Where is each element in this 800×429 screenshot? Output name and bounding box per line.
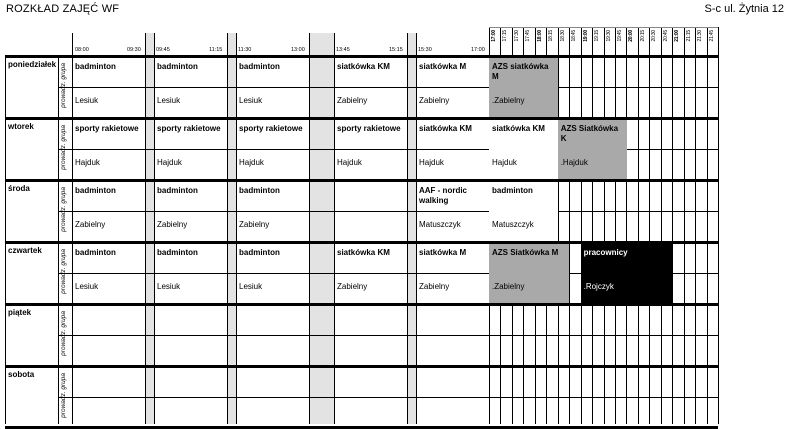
tick-line: [309, 33, 310, 55]
row-mid-line: [58, 335, 718, 336]
instructor-name: Zabielny: [157, 220, 188, 229]
instructor-name: Lesiuk: [75, 96, 99, 105]
instructor-name: Matuszczyk: [492, 220, 534, 229]
activity-name: AZS Siatkówka M: [492, 248, 559, 257]
activity-name: siatkówka KM: [492, 124, 545, 133]
row-label: prowadz. grupa: [60, 125, 67, 170]
tick-line: [407, 33, 408, 55]
tick-line: [236, 33, 237, 55]
address-label: S-c ul. Żytnia 12: [704, 3, 784, 15]
instructor-name: Zabielny: [419, 96, 450, 105]
time-label: 17:00: [471, 47, 485, 53]
row-label: prowadz. grupa: [60, 187, 67, 232]
instructor-name: .Zabielny: [492, 96, 525, 105]
activity-name: badminton: [157, 248, 198, 257]
day-label: sobota: [8, 370, 35, 379]
activity-name: siatkówka KM: [337, 62, 390, 71]
instructor-name: Zabielny: [239, 220, 270, 229]
instructor-name: Matuszczyk: [419, 220, 461, 229]
evening-time-label: 20:00: [628, 30, 635, 42]
block-line: [309, 55, 310, 424]
evening-time-label: 21:15: [685, 30, 692, 42]
time-label: 15:30: [418, 47, 432, 53]
tick-line: [334, 33, 335, 55]
evening-time-label: 19:00: [582, 30, 589, 42]
instructor-name: Zabielny: [337, 96, 368, 105]
evening-time-label: 19:15: [594, 30, 601, 42]
activity-name: sporty rakietowe: [157, 124, 221, 133]
day-label: czwartek: [8, 246, 42, 255]
activity-name: badminton: [239, 186, 280, 195]
evening-time-label: 17:45: [525, 30, 532, 42]
evening-header-line: [489, 27, 718, 28]
evening-time-label: 21:30: [697, 30, 704, 42]
time-label: 08:00: [75, 47, 89, 53]
evening-time-label: 17:15: [502, 30, 509, 42]
instructor-name: Hajduk: [157, 158, 182, 167]
activity-name: badminton: [75, 62, 116, 71]
activity-name: AZS siatkówka M: [492, 62, 549, 81]
evening-time-label: 20:30: [651, 30, 658, 42]
instructor-name: .Rojczyk: [583, 282, 614, 291]
time-label: 13:45: [336, 47, 350, 53]
tick-line: [145, 33, 146, 55]
instructor-name: .Zabielny: [492, 282, 525, 291]
evening-time-label: 19:45: [616, 30, 623, 42]
block-line: [145, 55, 146, 424]
instructor-name: Zabielny: [337, 282, 368, 291]
instructor-name: Lesiuk: [239, 96, 263, 105]
time-label: 09:30: [127, 47, 141, 53]
evening-time-label: 19:30: [605, 30, 612, 42]
row-label: prowadz. grupa: [60, 373, 67, 418]
activity-name: badminton: [239, 248, 280, 257]
activity-name: badminton: [239, 62, 280, 71]
evening-time-label: 17:00: [491, 30, 497, 42]
activity-name: badminton: [75, 186, 116, 195]
activity-name: siatkówka M: [419, 62, 467, 71]
activity-name: badminton: [157, 186, 198, 195]
tick-line: [72, 33, 73, 55]
row-label: prowadz. grupa: [60, 249, 67, 294]
time-label: 11:15: [209, 47, 223, 53]
block-line: [227, 55, 228, 424]
day-label: piątek: [8, 308, 32, 317]
block-line: [416, 55, 417, 424]
activity-name: badminton: [157, 62, 198, 71]
block-line: [407, 55, 408, 424]
row-mid-line: [58, 87, 718, 88]
instructor-name: Hajduk: [337, 158, 362, 167]
instructor-name: Lesiuk: [239, 282, 263, 291]
instructor-name: Hajduk: [239, 158, 264, 167]
day-label: wtorek: [8, 122, 34, 131]
activity-name: badminton: [492, 186, 533, 195]
time-label: 15:15: [389, 47, 403, 53]
day-col-line: [58, 55, 59, 424]
activity-name: siatkówka KM: [337, 248, 390, 257]
instructor-name: .Hajduk: [560, 158, 588, 167]
activity-name: pracownicy: [583, 248, 628, 257]
day-separator: [5, 179, 718, 182]
instructor-name: Zabielny: [419, 282, 450, 291]
evening-time-label: 18:15: [548, 30, 555, 42]
activity-name: sporty rakietowe: [239, 124, 303, 133]
day-separator: [5, 55, 718, 58]
page-title: ROZKŁAD ZAJĘĆ WF: [6, 3, 120, 15]
block-line: [72, 55, 73, 424]
block-line: [236, 55, 237, 424]
evening-time-label: 17:30: [513, 30, 520, 42]
day-label: środa: [8, 184, 30, 193]
row-label: prowadz. grupa: [60, 63, 67, 108]
row-mid-line: [58, 397, 718, 398]
day-separator: [5, 303, 718, 306]
tick-line: [227, 33, 228, 55]
tick-line: [154, 33, 155, 55]
instructor-name: Lesiuk: [75, 282, 99, 291]
instructor-name: Hajduk: [75, 158, 100, 167]
activity-name: AZS Siatkówka K: [560, 124, 619, 143]
activity-name: siatkówka M: [419, 248, 467, 257]
evening-time-label: 21:45: [708, 30, 715, 42]
right-border: [718, 55, 719, 424]
block-line: [154, 55, 155, 424]
evening-time-label: 18:45: [571, 30, 578, 42]
evening-time-label: 20:45: [662, 30, 669, 42]
day-separator: [5, 365, 718, 368]
block-line: [334, 55, 335, 424]
activity-name: AAF - nordic walking: [419, 186, 467, 205]
time-label: 09:45: [156, 47, 170, 53]
activity-name: siatkówka KM: [419, 124, 472, 133]
row-label: prowadz. grupa: [60, 311, 67, 356]
instructor-name: Lesiuk: [157, 96, 181, 105]
activity-name: sporty rakietowe: [75, 124, 139, 133]
day-label: poniedziałek: [8, 60, 57, 69]
instructor-name: Lesiuk: [157, 282, 181, 291]
row-mid-line: [58, 211, 718, 212]
time-label: 11:30: [238, 47, 252, 53]
evening-time-label: 18:00: [536, 30, 543, 42]
evening-time-label: 21:00: [674, 30, 681, 42]
time-label: 13:00: [291, 47, 305, 53]
instructor-name: Hajduk: [492, 158, 517, 167]
tick-line: [416, 33, 417, 55]
left-border: [5, 55, 6, 424]
activity-name: badminton: [75, 248, 116, 257]
instructor-name: Hajduk: [419, 158, 444, 167]
activity-name: sporty rakietowe: [337, 124, 401, 133]
instructor-name: Zabielny: [75, 220, 106, 229]
evening-time-label: 20:15: [639, 30, 646, 42]
evening-time-label: 18:30: [559, 30, 566, 42]
